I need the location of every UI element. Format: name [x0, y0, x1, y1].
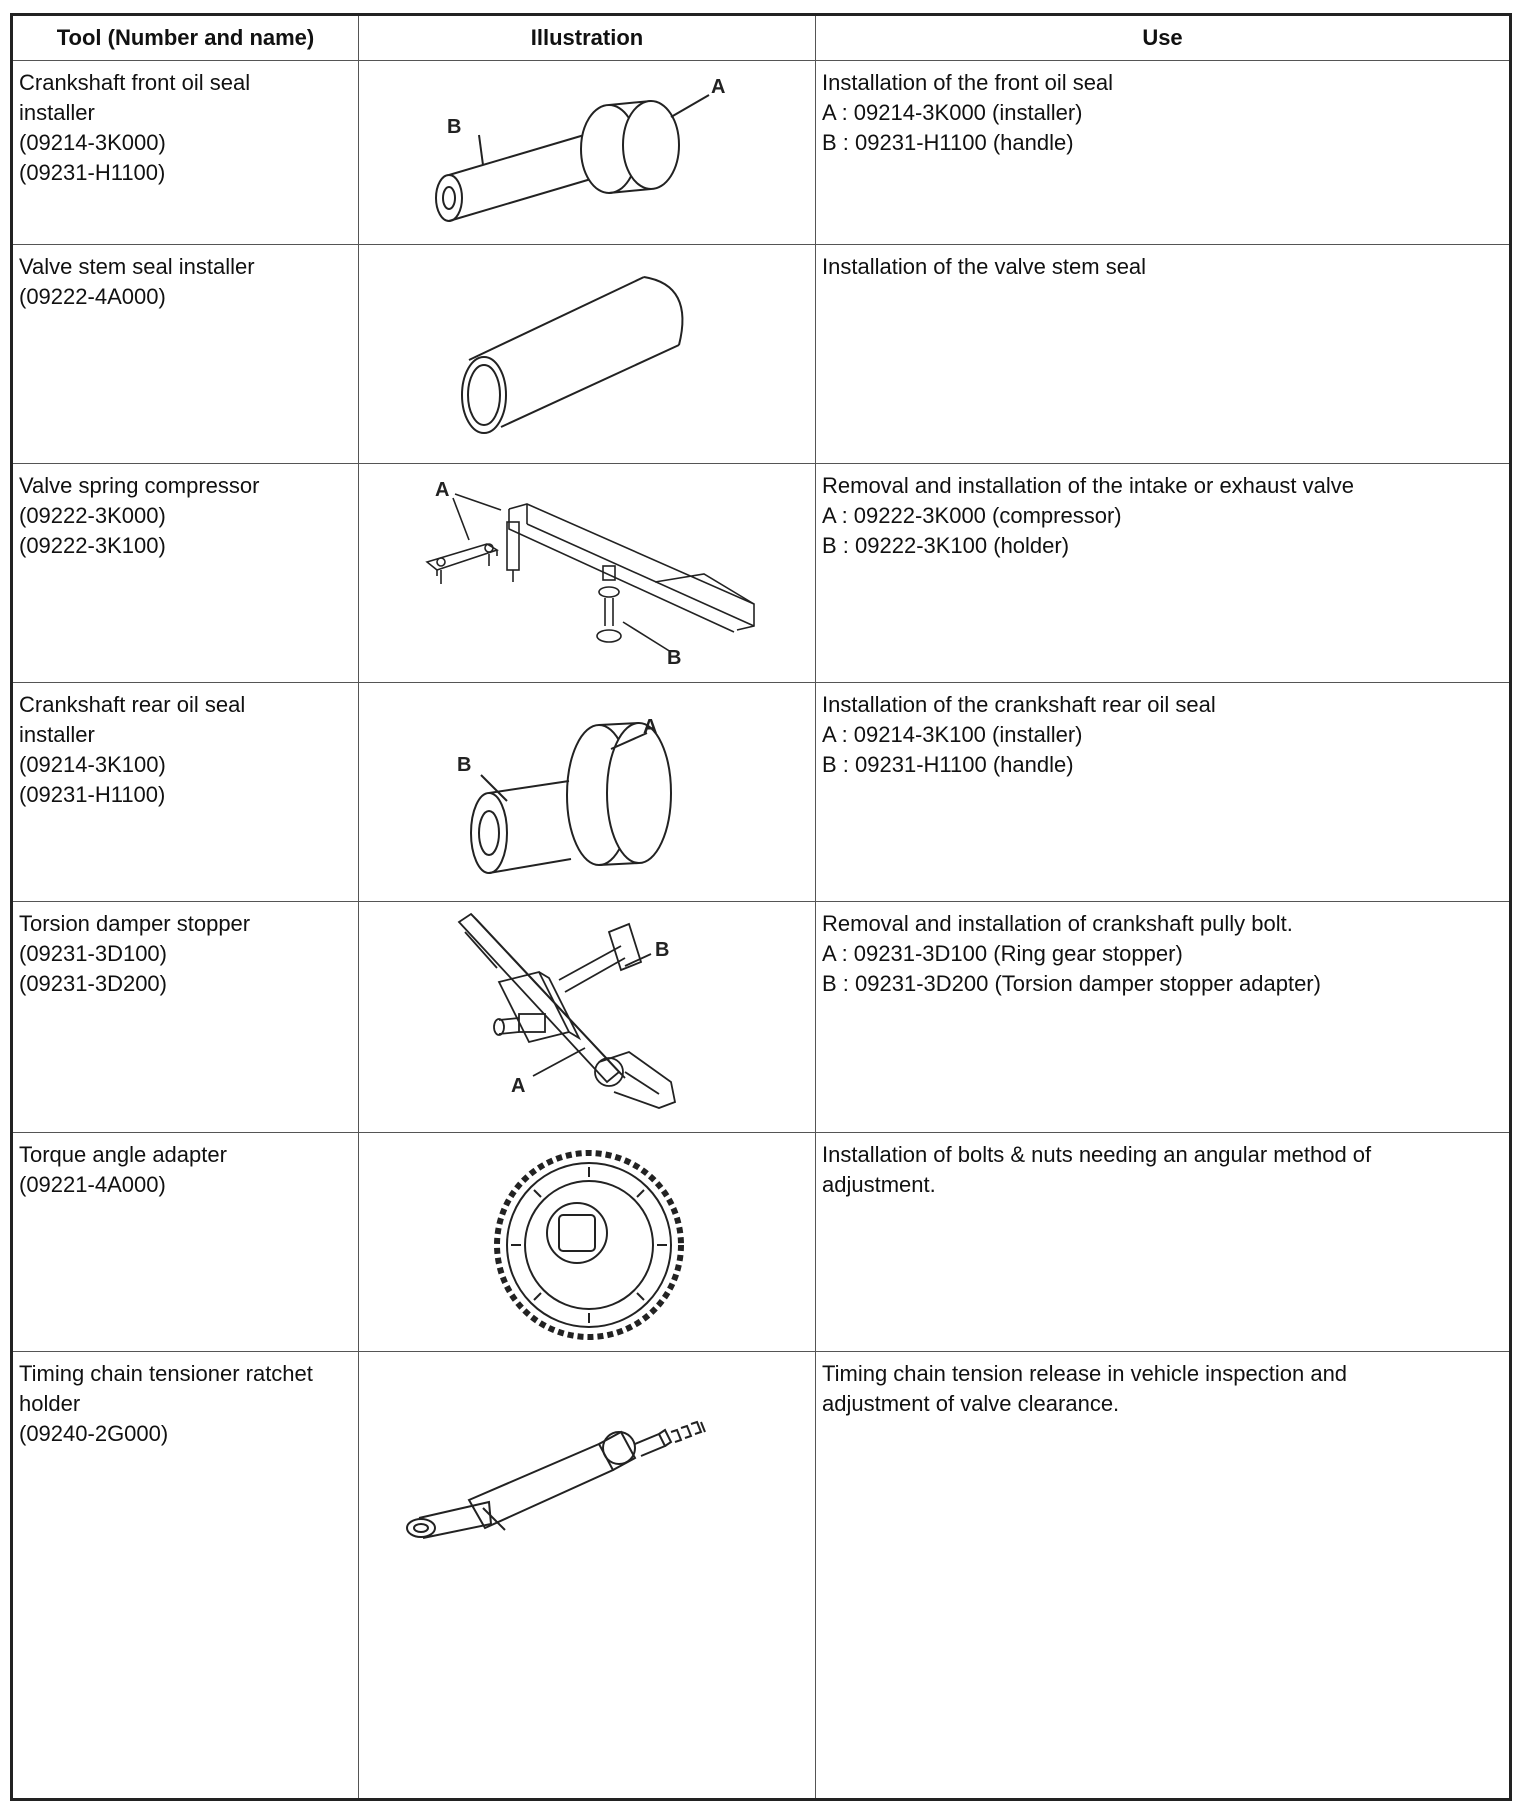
special-tools-table	[10, 13, 1512, 1801]
use-line: Installation of the front oil seal	[822, 70, 1114, 95]
tool-number: (09214-3K100)	[19, 752, 166, 777]
table-row	[13, 1352, 1509, 1798]
header-tool: Tool (Number and name)	[13, 16, 359, 60]
callout-a: A	[435, 479, 450, 501]
use-cell	[816, 1133, 1509, 1351]
use-line: A : 09214-3K100 (installer)	[822, 722, 1083, 747]
tool-cell	[13, 902, 359, 1132]
tool-name: Torsion damper stopper	[19, 911, 251, 936]
callout-b: B	[447, 116, 462, 138]
tool-name: Torque angle adapter	[19, 1142, 227, 1167]
use-cell	[816, 1352, 1509, 1798]
use-line: B : 09231-H1100 (handle)	[822, 752, 1074, 777]
illustration-cell	[359, 61, 816, 244]
tool-name: Timing chain tensioner ratchet holder	[19, 1361, 313, 1416]
table-row	[13, 683, 1509, 902]
use-line: Removal and installation of the intake or exhaust valve	[822, 473, 1354, 498]
illustration-cell	[359, 683, 816, 901]
tool-number: (09231-3D200)	[19, 971, 167, 996]
callout-a: A	[511, 1075, 526, 1097]
table-row	[13, 464, 1509, 683]
table-row	[13, 245, 1509, 464]
use-line: B : 09222-3K100 (holder)	[822, 533, 1070, 558]
callout-a: A	[711, 76, 726, 98]
callout-b: B	[655, 939, 670, 961]
use-line: adjustment of valve clearance.	[822, 1391, 1120, 1416]
illustration-cell	[359, 464, 816, 682]
use-cell	[816, 683, 1509, 901]
callout-b: B	[667, 647, 682, 669]
tool-number: (09222-3K100)	[19, 533, 166, 558]
use-line: Installation of the crankshaft rear oil seal	[822, 692, 1216, 717]
tool-name: Crankshaft front oil seal installer	[19, 70, 251, 125]
valve-stem-installer-illustration	[359, 245, 816, 464]
spring-compressor-illustration	[359, 464, 816, 683]
tool-number: (09231-H1100)	[19, 160, 166, 185]
use-line: Installation of bolts & nuts needing an angular method of	[822, 1142, 1372, 1167]
use-line: A : 09231-3D100 (Ring gear stopper)	[822, 941, 1183, 966]
header-illustration: Illustration	[359, 16, 816, 60]
use-line: adjustment.	[822, 1172, 936, 1197]
tool-number: (09231-3D100)	[19, 941, 167, 966]
tool-name: Valve spring compressor	[19, 473, 260, 498]
use-line: B : 09231-3D200 (Torsion damper stopper adapter)	[822, 971, 1321, 996]
tool-cell	[13, 464, 359, 682]
use-cell	[816, 902, 1509, 1132]
use-cell	[816, 61, 1509, 244]
illustration-cell	[359, 245, 816, 463]
tool-number: (09222-3K000)	[19, 503, 166, 528]
table-row	[13, 61, 1509, 245]
illustration-cell	[359, 902, 816, 1132]
seal-installer-illustration	[359, 61, 816, 245]
tool-number: (09222-4A000)	[19, 284, 166, 309]
tool-name: Crankshaft rear oil seal installer	[19, 692, 246, 747]
use-cell	[816, 464, 1509, 682]
tool-cell	[13, 61, 359, 244]
illustration-cell	[359, 1352, 816, 1798]
damper-stopper-illustration	[359, 902, 816, 1133]
use-line: A : 09222-3K000 (compressor)	[822, 503, 1122, 528]
use-line: Timing chain tension release in vehicle inspection and	[822, 1361, 1348, 1386]
tool-number: (09221-4A000)	[19, 1172, 166, 1197]
use-line: A : 09214-3K000 (installer)	[822, 100, 1083, 125]
tool-number: (09240-2G000)	[19, 1421, 169, 1446]
tool-cell	[13, 1133, 359, 1351]
table-header	[13, 16, 1509, 61]
tool-cell	[13, 683, 359, 901]
tool-name: Valve stem seal installer	[19, 254, 255, 279]
tool-cell	[13, 245, 359, 463]
use-cell	[816, 245, 1509, 463]
header-use: Use	[1142, 25, 1183, 50]
use-line: Installation of the valve stem seal	[822, 254, 1147, 279]
illustration-cell	[359, 1133, 816, 1351]
torque-angle-gauge-illustration	[359, 1133, 816, 1352]
callout-b: B	[457, 754, 472, 776]
tool-number: (09231-H1100)	[19, 782, 166, 807]
tool-cell	[13, 1352, 359, 1798]
table-row	[13, 902, 1509, 1133]
tool-number: (09214-3K000)	[19, 130, 166, 155]
table-row	[13, 1133, 1509, 1352]
use-line: B : 09231-H1100 (handle)	[822, 130, 1074, 155]
callout-a: A	[643, 716, 658, 738]
ratchet-holder-illustration	[359, 1352, 816, 1582]
use-line: Removal and installation of crankshaft pully bolt.	[822, 911, 1293, 936]
rear-seal-installer-illustration	[359, 683, 816, 902]
